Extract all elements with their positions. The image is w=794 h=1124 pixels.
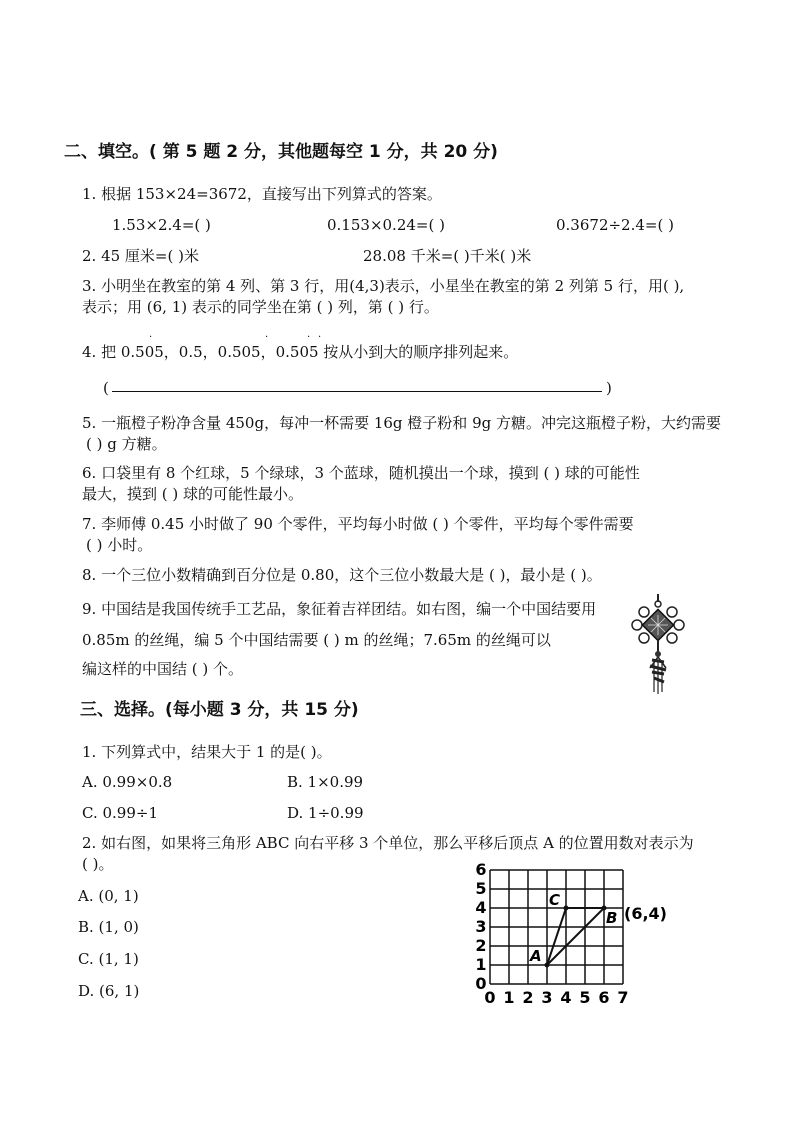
y-tick-6: 6 <box>475 860 487 879</box>
q6-line1: 6. 口袋里有 8 个红球，5 个绿球，3 个蓝球，随机摸出一个球，摸到 ( ) 球的可能性 <box>82 464 640 482</box>
section2-heading: 二、填空。( 第 5 题 2 分，其他题每空 1 分，共 20 分) <box>64 142 498 162</box>
x-tick-1: 1 <box>503 988 515 1007</box>
s3-q2-option-a: A. (0, 1) <box>78 887 139 905</box>
q8-line1: 8. 一个三位小数精确到百分位是 0.80，这个三位小数最大是 ( )，最小是 ( )。 <box>82 566 602 584</box>
q7-line1: 7. 李师傅 0.45 小时做了 90 个零件，平均每小时做 ( ) 个零件，平均每个零件需要 <box>82 515 634 533</box>
repeat-dot: · <box>265 332 269 343</box>
x-tick-4: 4 <box>560 988 572 1007</box>
label-a: A <box>530 947 542 965</box>
q1-expr-a: 1.53×2.4=( ) <box>112 216 211 234</box>
s3-q2-option-b: B. (1, 0) <box>78 918 139 936</box>
q2-part-a: 2. 45 厘米=( )米 <box>82 247 199 265</box>
x-axis-ticks <box>484 988 628 1007</box>
repeat-dot: · <box>307 332 311 343</box>
q9-line3: 编这样的中国结 ( ) 个。 <box>82 660 244 678</box>
s3-q2-stem: 2. 如右图，如果将三角形 ABC 向右平移 3 个单位，那么平移后顶点 A 的位置用数对表示为 <box>82 834 694 852</box>
q6-line2: 最大，摸到 ( ) 球的可能性最小。 <box>82 485 304 503</box>
q1-stem: 1. 根据 153×24=3672，直接写出下列算式的答案。 <box>82 185 442 203</box>
s3-q2-blank: ( )。 <box>82 855 114 873</box>
x-tick-0: 0 <box>484 988 496 1007</box>
section3-heading: 三、选择。(每小题 3 分，共 15 分) <box>80 700 359 720</box>
y-tick-0: 0 <box>475 974 487 993</box>
y-axis-ticks <box>475 860 486 993</box>
y-tick-3: 3 <box>475 917 487 936</box>
grid-lines <box>490 870 623 984</box>
x-tick-5: 5 <box>579 988 591 1007</box>
q9-line2: 0.85m 的丝绳，编 5 个中国结需要 ( ) m 的丝绳；7.65m 的丝绳可以 <box>82 631 551 649</box>
s3-q1-stem: 1. 下列算式中，结果大于 1 的是( )。 <box>82 743 332 761</box>
label-b: B <box>606 909 618 927</box>
q4-open-paren: ( <box>103 379 109 397</box>
point-a <box>545 963 550 968</box>
repeat-dot: · <box>149 332 153 343</box>
point-c <box>564 906 569 911</box>
repeat-dot: · <box>318 332 322 343</box>
q5-line1: 5. 一瓶橙子粉净含量 450g，每冲一杯需要 16g 橙子粉和 9g 方糖。冲完这瓶橙子粉，大约需要 <box>82 414 721 432</box>
q4-close-paren: ) <box>606 379 612 397</box>
x-tick-2: 2 <box>522 988 534 1007</box>
q5-line2: ( ) g 方糖。 <box>86 435 167 453</box>
y-tick-2: 2 <box>475 936 487 955</box>
q7-line2: ( ) 小时。 <box>86 536 153 554</box>
chinese-knot-illustration <box>630 592 686 696</box>
y-tick-5: 5 <box>475 879 487 898</box>
s3-q2-option-c: C. (1, 1) <box>78 950 139 968</box>
coord-b-label: (6,4) <box>624 904 667 923</box>
q3-line2: 表示；用 (6, 1) 表示的同学坐在第 ( ) 列，第 ( ) 行。 <box>82 298 439 316</box>
q4-stem: 4. 把 0.505，0.5，0.505，0.505 按从小到大的顺序排列起来。 <box>82 343 519 361</box>
x-tick-7: 7 <box>617 988 629 1007</box>
y-tick-4: 4 <box>475 898 487 917</box>
s3-q2-option-d: D. (6, 1) <box>78 982 140 1000</box>
q4-answer-line <box>112 391 602 392</box>
x-tick-6: 6 <box>598 988 610 1007</box>
q9-line1: 9. 中国结是我国传统手工艺品，象征着吉祥团结。如右图，编一个中国结要用 <box>82 600 597 618</box>
triangle-abc <box>547 908 604 965</box>
s3-q1-option-c: C. 0.99÷1 <box>82 804 158 822</box>
x-tick-3: 3 <box>541 988 553 1007</box>
s3-q1-option-d: D. 1÷0.99 <box>287 804 364 822</box>
s3-q1-option-a: A. 0.99×0.8 <box>82 773 173 791</box>
y-tick-1: 1 <box>475 955 487 974</box>
label-c: C <box>549 891 561 909</box>
s3-q1-option-b: B. 1×0.99 <box>287 773 364 791</box>
coordinate-grid-figure <box>470 858 680 1008</box>
q3-line1: 3. 小明坐在教室的第 4 列、第 3 行，用(4,3)表示，小星坐在教室的第 2 列第 5 行，用( ), <box>82 277 685 295</box>
q1-expr-b: 0.153×0.24=( ) <box>327 216 445 234</box>
q1-expr-c: 0.3672÷2.4=( ) <box>556 216 674 234</box>
q2-part-b: 28.08 千米=( )千米( )米 <box>363 247 532 265</box>
